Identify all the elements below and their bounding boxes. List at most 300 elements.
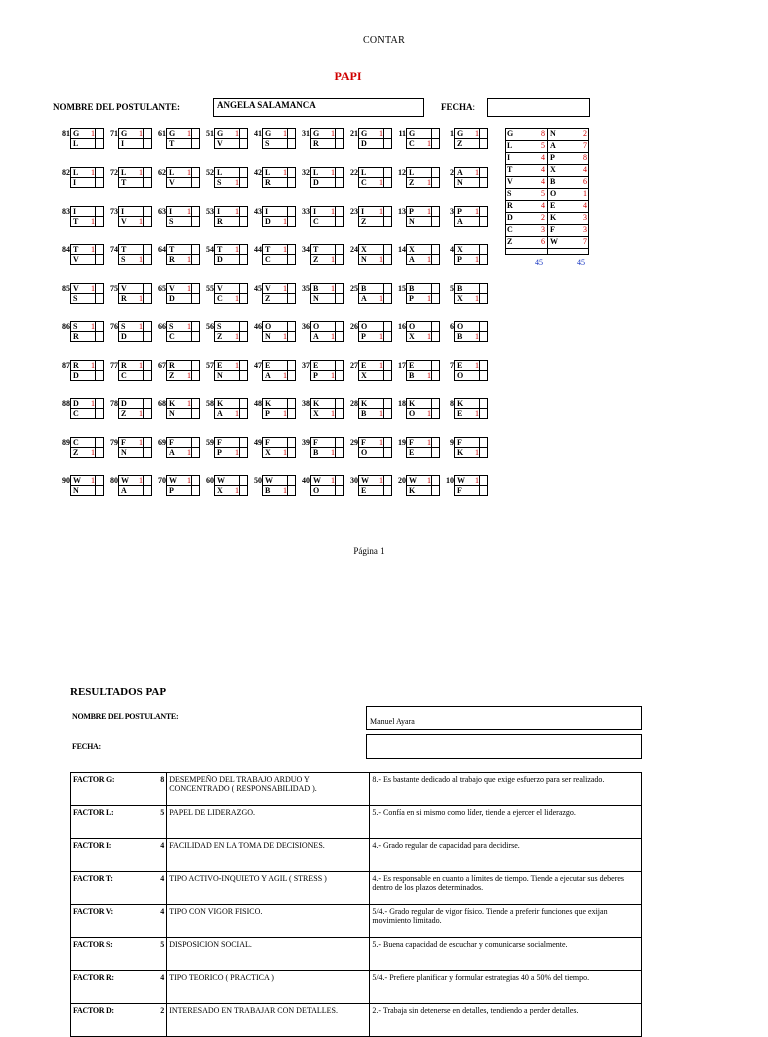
grid-cell [450, 360, 488, 382]
item-number: 79 [110, 438, 118, 447]
answer-option [262, 293, 296, 304]
option-letter: C [121, 371, 127, 380]
option-mark: 1 [187, 207, 191, 216]
grid-cell [398, 437, 440, 459]
option-letter: L [73, 139, 79, 148]
option-mark: 1 [187, 371, 191, 380]
option-letter: T [121, 245, 127, 254]
option-letter: I [121, 139, 125, 148]
factor-row [71, 872, 642, 905]
option-letter: C [217, 294, 223, 303]
answer-option [70, 177, 104, 188]
option-letter: L [361, 168, 367, 177]
summary-factor: R [507, 201, 513, 210]
factor-interpretation: 5.- Confía en si mismo como líder, tiende a ejercer el liderazgo. [370, 806, 642, 839]
factor-interpretation: 5/4.- Grado regular de vigor físico. Tiende a preferir funciones que exijan movimiento limitado. [370, 905, 642, 938]
summary-row [505, 201, 589, 213]
option-letter: F [457, 438, 462, 447]
option-divider [95, 447, 96, 458]
option-divider [239, 293, 240, 304]
answer-option [166, 331, 200, 342]
option-letter: Z [313, 255, 319, 264]
answer-option [70, 408, 104, 419]
summary-score: 3 [583, 213, 587, 222]
option-letter: A [265, 371, 271, 380]
item-number: 67 [158, 361, 166, 370]
option-divider [383, 331, 384, 342]
option-letter: Z [169, 371, 175, 380]
grid-cell [110, 283, 152, 305]
grid-cell [302, 167, 344, 189]
item-number: 69 [158, 438, 166, 447]
item-number: 68 [158, 399, 166, 408]
option-letter: I [121, 207, 125, 216]
total-right: 45 [577, 258, 585, 267]
item-number: 30 [350, 476, 358, 485]
summary-score: 4 [583, 165, 587, 174]
option-mark: 1 [235, 361, 239, 370]
answer-option [454, 177, 488, 188]
option-divider [335, 293, 336, 304]
summary-factor: E [550, 201, 556, 210]
option-letter: E [217, 361, 223, 370]
option-divider [287, 447, 288, 458]
option-letter: K [457, 399, 464, 408]
grid-cell [158, 475, 200, 497]
answer-option [406, 177, 440, 188]
option-letter: G [457, 129, 464, 138]
option-mark: 1 [283, 486, 287, 495]
option-letter: X [361, 245, 367, 254]
option-letter: B [409, 371, 415, 380]
option-divider [383, 447, 384, 458]
name-label: NOMBRE DEL POSTULANTE: [53, 102, 181, 112]
grid-cell [158, 321, 200, 343]
option-divider [191, 331, 192, 342]
option-letter: S [121, 255, 126, 264]
option-divider [143, 370, 144, 381]
option-mark: 1 [187, 129, 191, 138]
summary-score: 4 [583, 201, 587, 210]
option-mark: 1 [187, 399, 191, 408]
option-mark: 1 [91, 284, 95, 293]
option-mark: 1 [235, 486, 239, 495]
option-letter: D [265, 217, 271, 226]
option-letter: I [169, 207, 173, 216]
summary-factor: L [507, 141, 513, 150]
option-mark: 1 [139, 255, 143, 264]
summary-rows [505, 129, 589, 249]
option-letter: L [169, 168, 175, 177]
option-letter: O [457, 371, 464, 380]
option-mark: 1 [331, 448, 335, 457]
summary-factor: X [550, 165, 556, 174]
grid-cell [206, 475, 248, 497]
option-letter: V [169, 178, 175, 187]
item-number: 8 [450, 399, 454, 408]
option-divider [143, 485, 144, 496]
factor-score: 8 [156, 773, 166, 806]
item-number: 80 [110, 476, 118, 485]
option-letter: E [265, 361, 271, 370]
answer-option [406, 408, 440, 419]
option-letter: V [169, 284, 175, 293]
grid-cell [110, 321, 152, 343]
answer-option [310, 370, 344, 381]
option-divider [287, 331, 288, 342]
grid-cell [350, 475, 392, 497]
item-number: 84 [62, 245, 70, 254]
option-letter: E [457, 409, 463, 418]
option-letter: B [313, 448, 319, 457]
answer-option [454, 370, 488, 381]
grid-cell [398, 475, 440, 497]
answer-option [214, 138, 248, 149]
option-divider [239, 177, 240, 188]
grid-cell [62, 321, 104, 343]
factor-label: FACTOR R: [71, 971, 157, 1004]
answer-option [166, 216, 200, 227]
option-letter: W [457, 476, 465, 485]
option-letter: N [169, 409, 175, 418]
answer-option [166, 485, 200, 496]
factor-label: FACTOR D: [71, 1004, 157, 1037]
grid-cell [254, 206, 296, 228]
factor-label: FACTOR S: [71, 938, 157, 971]
answer-option [214, 254, 248, 265]
factor-score: 4 [156, 971, 166, 1004]
option-letter: T [169, 139, 175, 148]
item-number: 40 [302, 476, 310, 485]
option-letter: V [121, 284, 127, 293]
results-name-label: NOMBRE DEL POSTULANTE: [72, 712, 179, 721]
item-number: 15 [398, 284, 406, 293]
answer-option [118, 293, 152, 304]
answer-option [454, 138, 488, 149]
grid-cell [110, 475, 152, 497]
grid-cell [398, 206, 440, 228]
option-divider [431, 293, 432, 304]
option-letter: X [313, 409, 319, 418]
grid-cell [206, 360, 248, 382]
option-letter: I [265, 207, 269, 216]
grid-cell [110, 128, 152, 150]
summary-factor: W [550, 237, 558, 246]
option-divider [383, 485, 384, 496]
option-letter: F [265, 438, 270, 447]
page-number: Página 1 [353, 546, 385, 556]
factor-description: INTERESADO EN TRABAJAR CON DETALLES. [167, 1004, 370, 1037]
item-number: 24 [350, 245, 358, 254]
option-mark: 1 [91, 448, 95, 457]
item-number: 33 [302, 207, 310, 216]
option-letter: R [73, 361, 79, 370]
option-mark: 1 [235, 245, 239, 254]
option-letter: D [217, 255, 223, 264]
summary-factor: V [507, 177, 513, 186]
summary-factor: F [550, 225, 555, 234]
item-number: 19 [398, 438, 406, 447]
option-letter: G [169, 129, 176, 138]
option-letter: B [457, 284, 463, 293]
option-divider [191, 177, 192, 188]
option-letter: P [457, 207, 462, 216]
option-letter: D [361, 139, 367, 148]
item-number: 32 [302, 168, 310, 177]
answer-option [358, 216, 392, 227]
option-divider [287, 408, 288, 419]
option-mark: 1 [475, 207, 479, 216]
grid-cell [206, 244, 248, 266]
factor-row [71, 971, 642, 1004]
option-divider [431, 447, 432, 458]
option-letter: W [409, 476, 417, 485]
results-name-field[interactable]: Manuel Ayara [366, 706, 642, 730]
option-letter: I [73, 178, 77, 187]
item-number: 17 [398, 361, 406, 370]
grid-cell [254, 398, 296, 420]
grid-cell [254, 360, 296, 382]
option-letter: W [313, 476, 321, 485]
summary-factor: P [550, 153, 555, 162]
option-letter: D [73, 371, 79, 380]
option-letter: P [457, 255, 462, 264]
option-divider [479, 216, 480, 227]
item-number: 7 [450, 361, 454, 370]
option-divider [143, 447, 144, 458]
item-number: 2 [450, 168, 454, 177]
answer-option [454, 254, 488, 265]
answer-option [406, 447, 440, 458]
answer-option [118, 331, 152, 342]
option-letter: S [265, 139, 270, 148]
item-number: 6 [450, 322, 454, 331]
option-letter: N [409, 217, 415, 226]
option-letter: B [361, 409, 367, 418]
option-mark: 1 [235, 178, 239, 187]
option-letter: L [313, 168, 319, 177]
item-number: 50 [254, 476, 262, 485]
item-number: 51 [206, 129, 214, 138]
summary-row [505, 141, 589, 153]
item-number: 41 [254, 129, 262, 138]
item-number: 60 [206, 476, 214, 485]
grid-cell [450, 206, 488, 228]
answer-option [262, 177, 296, 188]
option-divider [191, 408, 192, 419]
item-number: 62 [158, 168, 166, 177]
factor-row [71, 938, 642, 971]
option-divider [287, 138, 288, 149]
answer-option [262, 216, 296, 227]
option-letter: R [73, 332, 79, 341]
grid-cell [110, 360, 152, 382]
factor-score: 2 [156, 1004, 166, 1037]
option-divider [479, 408, 480, 419]
option-mark: 1 [187, 284, 191, 293]
grid-cell [110, 437, 152, 459]
grid-cell [450, 128, 488, 150]
item-number: 26 [350, 322, 358, 331]
item-number: 5 [450, 284, 454, 293]
option-divider [479, 485, 480, 496]
option-mark: 1 [379, 409, 383, 418]
grid-cell [158, 283, 200, 305]
option-divider [383, 216, 384, 227]
date-field[interactable] [487, 98, 590, 117]
option-letter: V [217, 139, 223, 148]
answer-option [310, 447, 344, 458]
option-mark: 1 [427, 207, 431, 216]
option-letter: V [73, 255, 79, 264]
factor-score: 5 [156, 806, 166, 839]
option-mark: 1 [91, 399, 95, 408]
answer-option [358, 254, 392, 265]
option-letter: R [169, 361, 175, 370]
option-divider [383, 408, 384, 419]
option-mark: 1 [139, 294, 143, 303]
grid-cell [450, 321, 488, 343]
item-number: 75 [110, 284, 118, 293]
option-letter: W [217, 476, 225, 485]
grid-cell [302, 437, 344, 459]
option-mark: 1 [379, 476, 383, 485]
option-letter: B [457, 332, 463, 341]
option-divider [143, 254, 144, 265]
item-number: 78 [110, 399, 118, 408]
option-divider [287, 485, 288, 496]
option-letter: V [121, 217, 127, 226]
answer-option [454, 331, 488, 342]
option-letter: K [313, 399, 320, 408]
option-divider [95, 370, 96, 381]
option-mark: 1 [379, 207, 383, 216]
option-divider [383, 138, 384, 149]
option-letter: T [121, 178, 127, 187]
option-divider [239, 331, 240, 342]
option-letter: B [265, 486, 271, 495]
option-letter: F [361, 438, 366, 447]
option-letter: Z [361, 217, 367, 226]
option-divider [479, 293, 480, 304]
option-divider [431, 331, 432, 342]
option-divider [239, 485, 240, 496]
option-mark: 1 [139, 168, 143, 177]
option-divider [431, 408, 432, 419]
option-letter: X [409, 245, 415, 254]
answer-option [454, 216, 488, 227]
item-number: 59 [206, 438, 214, 447]
option-mark: 1 [139, 129, 143, 138]
factor-interpretation: 8.- Es bastante dedicado al trabajo que exige esfuerzo para ser realizado. [370, 773, 642, 806]
option-letter: X [457, 245, 463, 254]
option-letter: S [169, 217, 174, 226]
answer-option [310, 485, 344, 496]
option-divider [95, 254, 96, 265]
answer-option [406, 331, 440, 342]
item-number: 73 [110, 207, 118, 216]
answer-option [118, 485, 152, 496]
answer-option [310, 331, 344, 342]
summary-factor: O [550, 189, 557, 198]
option-letter: A [361, 294, 367, 303]
option-letter: K [409, 399, 416, 408]
answer-option [310, 293, 344, 304]
option-mark: 1 [427, 255, 431, 264]
option-mark: 1 [331, 168, 335, 177]
results-date-label: FECHA: [72, 742, 101, 751]
item-number: 10 [446, 476, 454, 485]
option-mark: 1 [427, 139, 431, 148]
option-letter: W [121, 476, 129, 485]
grid-cell [350, 206, 392, 228]
option-letter: O [409, 409, 416, 418]
answer-option [454, 293, 488, 304]
option-divider [239, 254, 240, 265]
option-divider [335, 138, 336, 149]
option-mark: 1 [187, 476, 191, 485]
option-letter: I [313, 207, 317, 216]
option-letter: C [265, 255, 271, 264]
option-letter: G [217, 129, 224, 138]
option-letter: N [457, 178, 463, 187]
option-divider [335, 408, 336, 419]
summary-factor: I [507, 153, 511, 162]
option-divider [287, 254, 288, 265]
answer-option [166, 254, 200, 265]
grid-cell [62, 167, 104, 189]
answer-option [214, 447, 248, 458]
grid-cell [302, 206, 344, 228]
option-letter: E [361, 486, 367, 495]
option-letter: R [169, 255, 175, 264]
answer-option [70, 331, 104, 342]
item-number: 44 [254, 245, 262, 254]
option-letter: L [409, 168, 415, 177]
option-mark: 1 [91, 217, 95, 226]
answer-option [214, 216, 248, 227]
answer-option [358, 370, 392, 381]
grid-cell [302, 360, 344, 382]
option-divider [143, 293, 144, 304]
item-number: 29 [350, 438, 358, 447]
item-number: 1 [450, 129, 454, 138]
summary-factor: S [507, 189, 512, 198]
grid-cell [62, 283, 104, 305]
factor-description: DESEMPEÑO DEL TRABAJO ARDUO Y CONCENTRADO ( RESPONSABILIDAD ). [167, 773, 370, 806]
grid-cell [350, 398, 392, 420]
option-letter: C [409, 139, 415, 148]
grid-cell [446, 475, 488, 497]
results-date-field[interactable] [366, 734, 642, 759]
answer-option [214, 485, 248, 496]
option-mark: 1 [379, 438, 383, 447]
option-letter: I [361, 207, 365, 216]
grid-cell [450, 244, 488, 266]
grid-cell [450, 167, 488, 189]
option-mark: 1 [331, 284, 335, 293]
option-letter: S [73, 294, 78, 303]
name-field[interactable]: ANGELA SALAMANCA [213, 98, 424, 117]
item-number: 81 [62, 129, 70, 138]
option-letter: Z [217, 332, 223, 341]
total-left: 45 [535, 258, 543, 267]
item-number: 55 [206, 284, 214, 293]
item-number: 25 [350, 284, 358, 293]
option-mark: 1 [283, 284, 287, 293]
option-divider [239, 216, 240, 227]
grid-cell [350, 244, 392, 266]
